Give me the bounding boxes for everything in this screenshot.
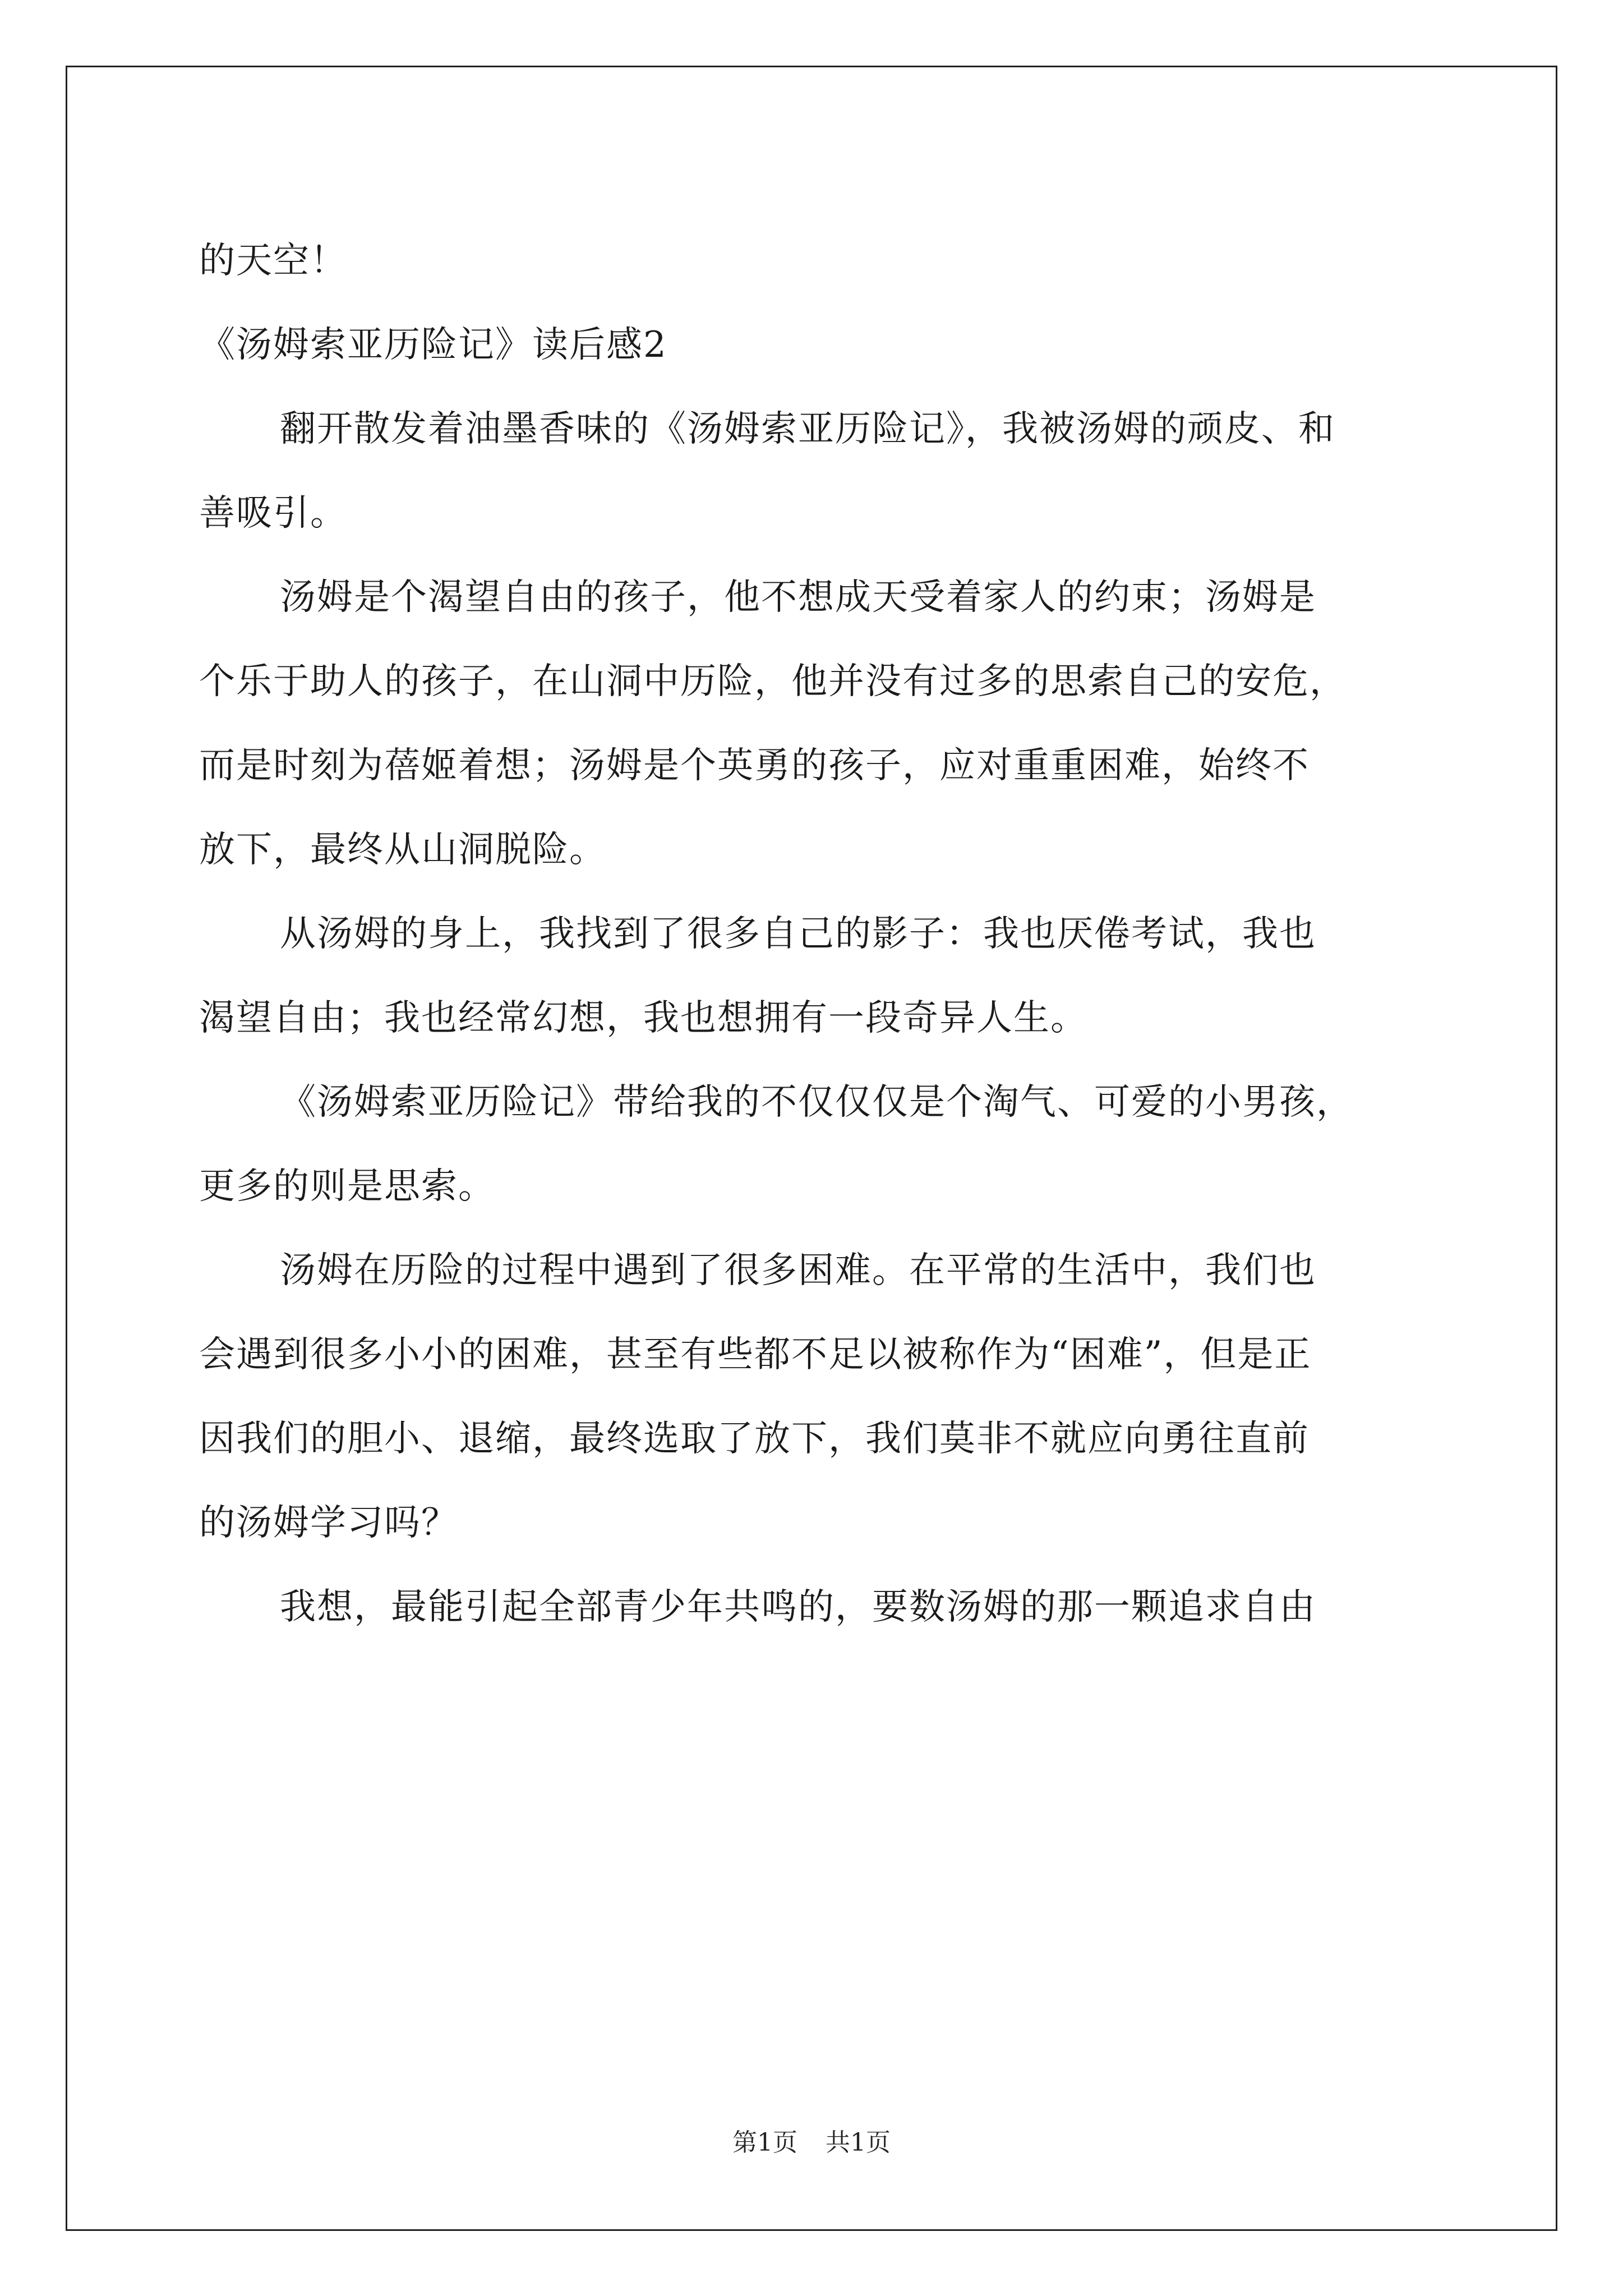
text-line: 渴望自由；我也经常幻想，我也想拥有一段奇异人生。: [199, 997, 1087, 1039]
text-line: 更多的则是思索。: [199, 1166, 495, 1207]
page-total: 共1页: [826, 2128, 891, 2157]
text-line: 我想，最能引起全部青少年共鸣的，要数汤姆的那一颗追求自由: [280, 1586, 1316, 1628]
text-line: 善吸引。: [199, 493, 347, 534]
text-line: 而是时刻为蓓姬着想；汤姆是个英勇的孩子，应对重重困难，始终不: [199, 745, 1310, 786]
text-line: 放下，最终从山洞脱险。: [199, 829, 606, 871]
text-line: 汤姆是个渴望自由的孩子，他不想成天受着家人的约束；汤姆是: [280, 577, 1316, 618]
text-line: 因我们的胆小、退缩，最终选取了放下，我们莫非不就应向勇往直前: [199, 1418, 1310, 1460]
text-line: 的汤姆学习吗？: [199, 1502, 458, 1544]
page-footer: [0, 2126, 1623, 2160]
text-line: 翻开散发着油墨香味的《汤姆索亚历险记》，我被汤姆的顽皮、和: [280, 408, 1335, 450]
text-line: 会遇到很多小小的困难，甚至有些都不足以被称作为“困难”，但是正: [199, 1334, 1312, 1375]
essay-title: 《汤姆索亚历险记》读后感2: [199, 324, 667, 366]
text-line: 汤姆在历险的过程中遇到了很多困难。在平常的生活中，我们也: [280, 1250, 1316, 1291]
page-number: 第1页: [732, 2128, 797, 2157]
text-line: 从汤姆的身上，我找到了很多自己的影子：我也厌倦考试，我也: [280, 913, 1316, 955]
document-body: [199, 219, 1455, 1649]
text-line: 的天空！: [199, 240, 347, 282]
text-line: 《汤姆索亚历险记》带给我的不仅仅仅是个淘气、可爱的小男孩，: [280, 1082, 1353, 1123]
text-line: 个乐于助人的孩子，在山洞中历险，他并没有过多的思索自己的安危，: [199, 661, 1347, 702]
